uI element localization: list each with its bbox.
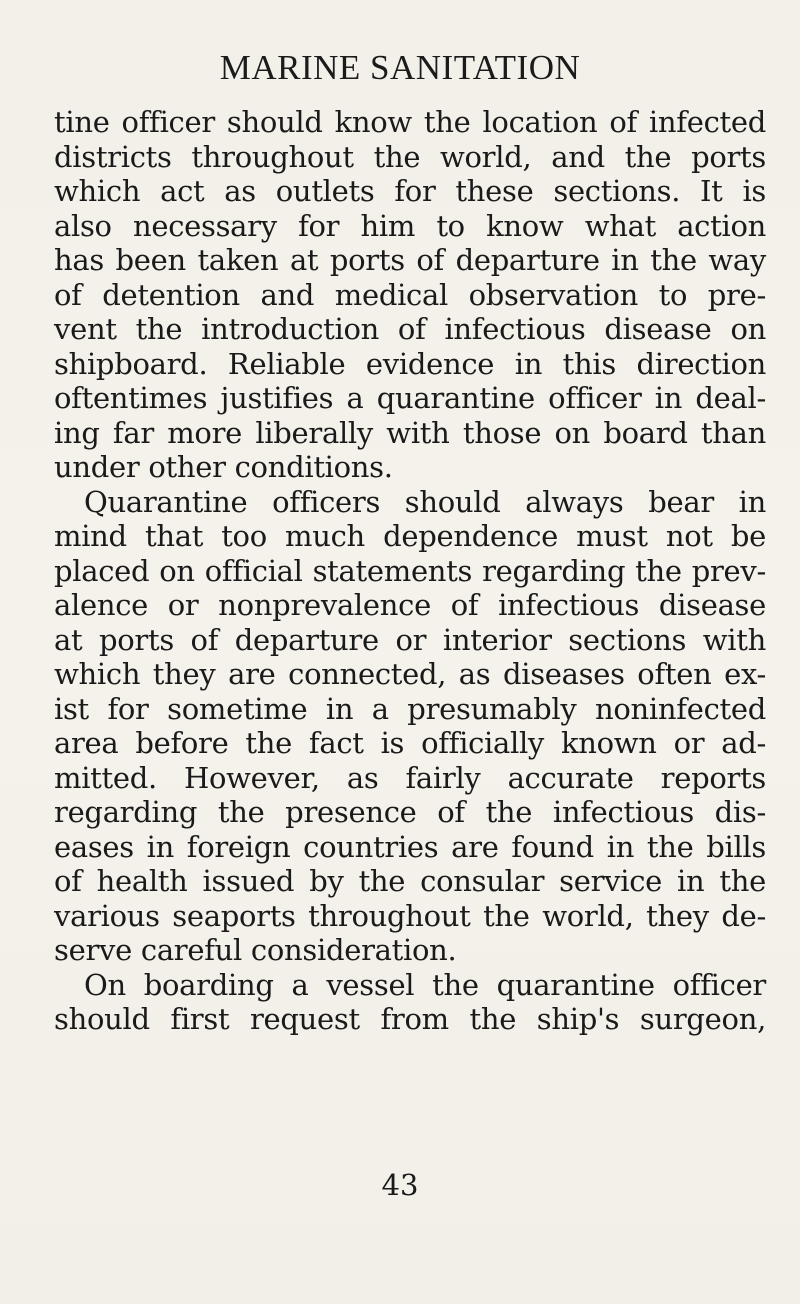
text-line: placed on official statements regarding the prev- <box>54 553 766 588</box>
text-line: also necessary for him to know what action <box>54 208 766 243</box>
text-line: alence or nonprevalence of infectious disease <box>54 588 766 622</box>
text-line: of detention and medical observation to pre- <box>54 277 766 312</box>
text-line: regarding the presence of the infectious dis- <box>54 795 766 829</box>
text-line: oftentimes justifies a quarantine officer in deal- <box>54 381 766 415</box>
text-line: serve careful consideration. <box>54 933 457 967</box>
running-head: MARINE SANITATION <box>219 48 581 87</box>
body-text <box>54 105 766 1037</box>
text-line: ing far more liberally with those on board than <box>54 415 766 450</box>
text-line: On boarding a vessel the quarantine officer <box>84 967 766 1002</box>
text-line: eases in foreign countries are found in the bills <box>54 829 766 864</box>
text-line: area before the fact is officially known or ad- <box>54 726 766 760</box>
page-number: 43 <box>381 1168 419 1202</box>
text-line: which act as outlets for these sections. It is <box>54 174 766 208</box>
text-line: vent the introduction of infectious disease on <box>54 312 766 346</box>
text-line: has been taken at ports of departure in the way <box>54 243 766 277</box>
text-line: Quarantine officers should always bear in <box>84 484 766 519</box>
text-line: which they are connected, as diseases often ex- <box>54 657 766 691</box>
text-line: various seaports throughout the world, they de- <box>54 898 766 933</box>
text-line: shipboard. Reliable evidence in this direction <box>54 346 766 381</box>
text-line: of health issued by the consular service in the <box>54 864 766 898</box>
text-line: ist for sometime in a presumably noninfected <box>54 691 766 726</box>
text-line: under other conditions. <box>54 450 393 484</box>
text-line: should first request from the ship's surgeon, <box>54 1002 766 1036</box>
text-line: at ports of departure or interior sections with <box>54 622 766 657</box>
text-line: mitted. However, as fairly accurate reports <box>54 760 766 795</box>
text-line: districts throughout the world, and the ports <box>54 139 766 174</box>
text-line: mind that too much dependence must not be <box>54 519 766 553</box>
text-line: tine officer should know the location of infected <box>54 105 766 139</box>
